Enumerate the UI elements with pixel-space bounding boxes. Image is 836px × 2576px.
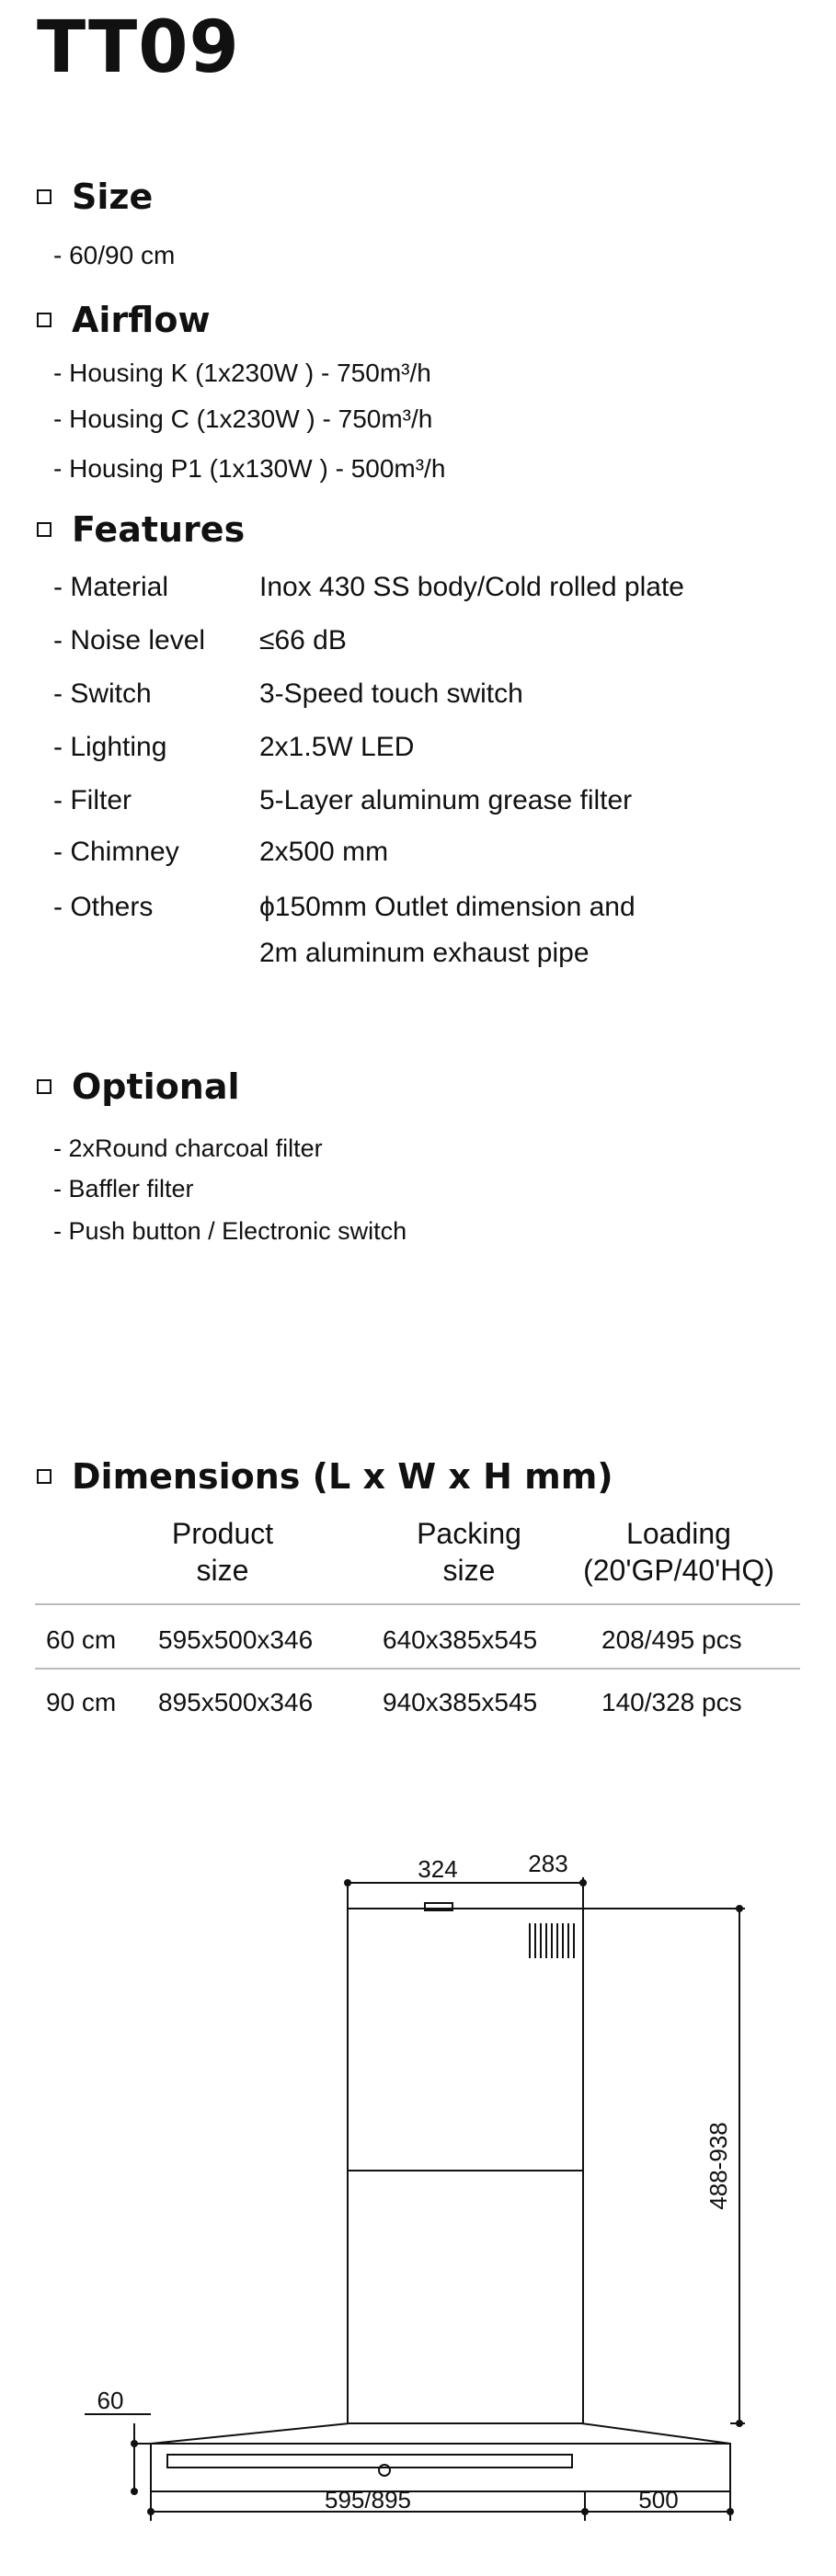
dim-label-length: 595/895 — [325, 2486, 411, 2513]
dim-label-hood-depth: 500 — [638, 2486, 679, 2513]
feature-key: - Noise level — [53, 625, 206, 655]
airflow-item: - Housing K (1x230W ) - 750m³/h — [53, 359, 431, 387]
feature-key: - Others — [53, 892, 154, 922]
checkbox-icon — [37, 1079, 52, 1094]
feature-key: - Lighting — [53, 732, 167, 762]
table-cell-packing: 640x385x545 — [383, 1625, 538, 1654]
feature-value: ϕ150mm Outlet dimension and — [259, 892, 636, 922]
section-size-label: Size — [72, 177, 154, 217]
airflow-item: - Housing P1 (1x130W ) - 500m³/h — [53, 454, 446, 483]
dim-label-width: 324 — [418, 1855, 458, 1883]
header-line: Loading — [626, 1517, 731, 1550]
checkbox-icon — [37, 522, 52, 537]
feature-value: ≤66 dB — [259, 625, 347, 655]
header-line: (20'GP/40'HQ) — [583, 1554, 774, 1587]
table-header-packing — [377, 1515, 561, 1589]
feature-value: 2x500 mm — [259, 837, 389, 867]
feature-key: - Material — [53, 572, 169, 602]
hood-technical-drawing — [0, 1829, 836, 2576]
section-optional-label: Optional — [72, 1066, 240, 1107]
feature-value: 3-Speed touch switch — [259, 678, 523, 709]
section-airflow-header — [37, 300, 211, 340]
optional-item: - Push button / Electronic switch — [53, 1217, 407, 1245]
table-cell-size: 90 cm — [46, 1688, 117, 1716]
table-divider — [35, 1668, 800, 1670]
header-line: size — [196, 1554, 249, 1587]
light-strip — [167, 2455, 572, 2468]
feature-key: - Switch — [53, 678, 152, 709]
section-dimensions-label: Dimensions (L x W x H mm) — [72, 1456, 613, 1497]
optional-item: - Baffler filter — [53, 1175, 194, 1203]
product-title: TT09 — [37, 6, 240, 89]
header-line: Packing — [417, 1517, 521, 1550]
hood-canopy — [151, 2423, 730, 2444]
vent-grille-icon — [530, 1923, 574, 1958]
feature-key: - Filter — [53, 785, 132, 815]
section-optional-header — [37, 1066, 240, 1107]
table-divider — [35, 1603, 800, 1605]
table-cell-product: 595x500x346 — [158, 1625, 314, 1654]
header-line: size — [442, 1554, 496, 1587]
checkbox-icon — [37, 1469, 52, 1484]
dim-label-base-height: 60 — [97, 2387, 124, 2414]
size-item: - 60/90 cm — [53, 241, 176, 269]
feature-value: 2m aluminum exhaust pipe — [259, 938, 590, 968]
section-features-label: Features — [72, 509, 246, 550]
feature-value: 5-Layer aluminum grease filter — [259, 785, 633, 815]
table-cell-loading: 208/495 pcs — [601, 1625, 742, 1654]
chimney-upper — [348, 1909, 583, 2171]
feature-value: Inox 430 SS body/Cold rolled plate — [259, 572, 684, 602]
section-features-header — [37, 509, 245, 550]
feature-value: 2x1.5W LED — [259, 732, 415, 762]
section-airflow-label: Airflow — [72, 300, 211, 340]
section-size-header — [37, 177, 153, 217]
table-cell-loading: 140/328 pcs — [601, 1688, 742, 1716]
chimney-lower — [348, 2171, 583, 2423]
feature-key: - Chimney — [53, 837, 179, 867]
checkbox-icon — [37, 313, 52, 327]
table-cell-product: 895x500x346 — [158, 1688, 314, 1716]
table-header-product — [131, 1515, 315, 1589]
table-cell-packing: 940x385x545 — [383, 1688, 538, 1716]
dim-label-depth: 283 — [528, 1850, 568, 1877]
section-dimensions-header — [37, 1456, 613, 1497]
dim-label-height: 488-938 — [704, 2122, 732, 2210]
optional-item: - 2xRound charcoal filter — [53, 1134, 323, 1162]
checkbox-icon — [37, 189, 52, 204]
table-header-loading — [568, 1515, 789, 1589]
table-cell-size: 60 cm — [46, 1625, 117, 1654]
control-button-icon — [379, 2465, 390, 2476]
airflow-item: - Housing C (1x230W ) - 750m³/h — [53, 405, 433, 433]
header-line: Product — [171, 1517, 274, 1550]
